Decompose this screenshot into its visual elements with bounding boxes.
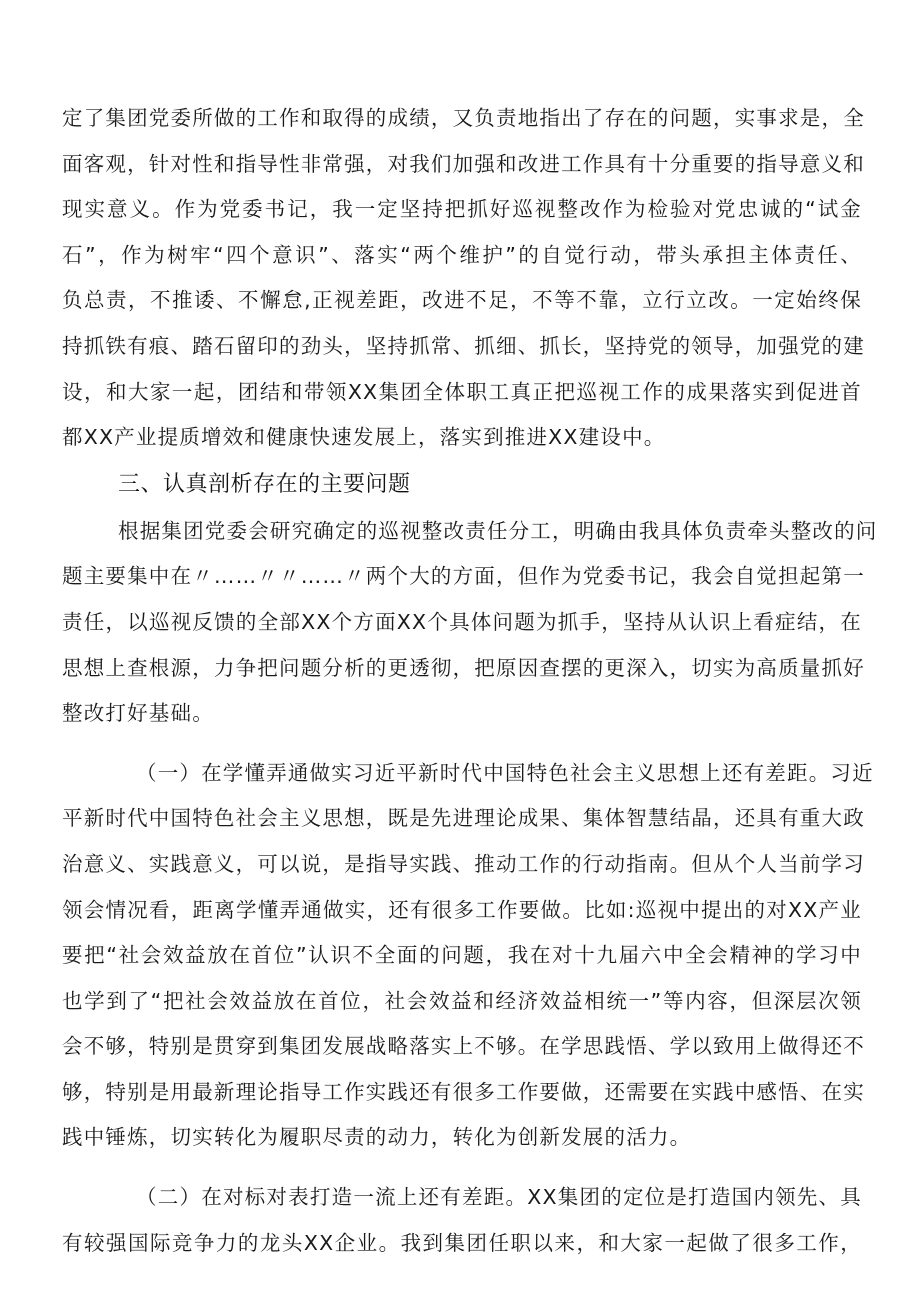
text-line: 会不够，特别是贯穿到集团发展战略落实上不够。在学思践悟、学以致用上做得还不	[62, 1034, 865, 1059]
paragraph-4	[62, 1175, 862, 1266]
text-line: 要把“社会效益放在首位”认识不全面的问题，我在对十九届六中全会精神的学习中	[62, 943, 862, 968]
text-line: 领会情况看，距离学懂弄通做实，还有很多工作要做。比如:巡视中提出的对XX产业	[62, 897, 862, 922]
section-heading: 三、认真剖析存在的主要问题	[118, 471, 411, 497]
text-line: 持抓铁有痕、踏石留印的劲头，坚持抓常、抓细、抓长，坚持党的领导，加强党的建	[62, 333, 865, 358]
paragraph-2	[62, 509, 878, 737]
text-line: 整改打好基础。	[62, 701, 214, 726]
text-line: 负总责，不推诿、不懈怠,正视差距，改进不足，不等不靠，立行立改。一定始终保	[62, 288, 862, 313]
text-line: （一）在学懂弄通做实习近平新时代中国特色社会主义思想上还有差距。习近	[136, 760, 874, 785]
text-line: 设，和大家一起，团结和带领XX集团全体职工真正把巡视工作的成果落实到促进首	[62, 379, 862, 404]
text-line: 平新时代中国特色社会主义思想，既是先进理论成果、集体智慧结晶，还具有重大政	[62, 806, 865, 831]
paragraph-gap	[62, 1161, 862, 1175]
text-line: 治意义、实践意义，可以说，是指导实践、推动工作的行动指南。但从个人当前学习	[62, 851, 865, 876]
paragraph-1	[62, 96, 865, 461]
text-line: 题主要集中在〃……〃〃……〃两个大的方面，但作为党委书记，我会自觉担起第一	[62, 564, 865, 589]
text-line: 石”，作为树牢“四个意识”、落实“两个维护”的自觉行动，带头承担主体责任、	[62, 242, 862, 267]
text-line: 够，特别是用最新理论指导工作实践还有很多工作要做，还需要在实践中感悟、在实	[62, 1079, 865, 1104]
paragraph-3	[62, 751, 874, 1161]
text-line: 面客观，针对性和指导性非常强，对我们加强和改进工作具有十分重要的指导意义和	[62, 151, 865, 176]
text-line: 思想上查根源，力争把问题分析的更透彻，把原因查摆的更深入，切实为高质量抓好	[62, 655, 865, 680]
text-line: 都XX产业提质增效和健康快速发展上，落实到推进XX建设中。	[62, 425, 666, 450]
paragraph-gap	[62, 737, 862, 751]
text-line: 践中锤炼，切实转化为履职尽责的动力，转化为创新发展的活力。	[62, 1125, 692, 1150]
text-line: （二）在对标对表打造一流上还有差距。XX集团的定位是打造国内领先、具	[136, 1185, 862, 1210]
text-line: 根据集团党委会研究确定的巡视整改责任分工，明确由我具体负责牵头整改的问	[118, 518, 878, 543]
text-line: 现实意义。作为党委书记，我一定坚持把抓好巡视整改作为检验对党忠诚的“试金	[62, 197, 862, 222]
text-line: 责任，以巡视反馈的全部XX个方面XX个具体问题为抓手，坚持从认识上看症结，在	[62, 609, 862, 634]
text-line: 也学到了“把社会效益放在首位，社会效益和经济效益相统一”等内容，但深层次领	[62, 988, 862, 1013]
text-line: 定了集团党委所做的工作和取得的成绩，又负责地指出了存在的问题，实事求是，全	[62, 106, 865, 130]
text-line: 有较强国际竞争力的龙头XX企业。我到集团任职以来，和大家一起做了很多工作，	[62, 1230, 862, 1255]
